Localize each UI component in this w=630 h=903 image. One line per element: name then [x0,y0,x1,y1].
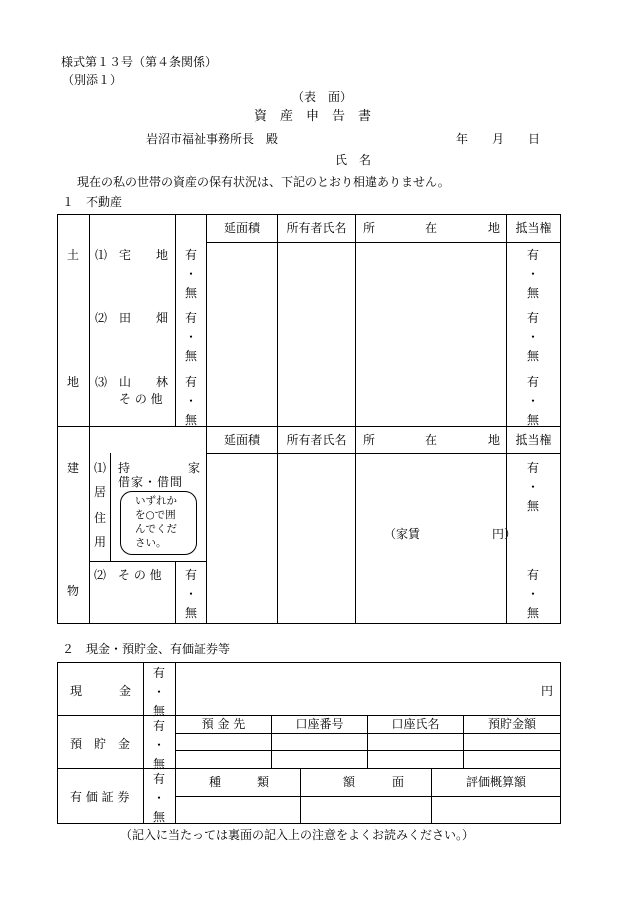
attachment-label: （別添１） [62,73,123,87]
denpata-lien-yes-no[interactable]: 有 ・ 無 [526,311,539,363]
building-label-2: 物 [67,584,80,598]
kyoju-no: ⑴ [94,461,107,475]
col-account-no: 口座番号 [295,717,344,731]
date-month: 月 [492,132,505,146]
takuchi-lien-yes-no[interactable]: 有 ・ 無 [526,248,539,300]
takuchi-b: 地 [156,248,169,262]
sanrin-sonota: そ の 他 [119,392,163,406]
securities-yes-no[interactable]: 有 ・ 無 [152,772,165,824]
other-yes-no[interactable]: 有 ・ 無 [184,568,197,620]
name-label: 氏 名 [335,153,372,167]
col-area: 延面積 [223,221,260,235]
col-sec-face-a: 額 [343,775,356,789]
cash-label-a: 現 [70,684,83,698]
col-location-2: 在 [425,221,438,235]
col-owner-building: 所有者氏名 [286,433,347,447]
denpata-no: ⑵ [95,311,108,325]
building-label-1: 建 [67,461,80,475]
other-label: そ の 他 [118,568,162,582]
sanrin-yes-no[interactable]: 有 ・ 無 [184,375,197,427]
denpata-a: 田 [119,311,132,325]
date-year: 年 [456,132,469,146]
kyoju-3: 用 [94,535,107,549]
col-sec-face-b: 面 [392,775,405,789]
land-label-2: 地 [67,375,80,389]
col-sec-value: 評価概算額 [465,775,526,789]
land-label-1: 土 [67,248,80,262]
takuchi-a: 宅 [119,248,132,262]
note-line-3: んでくだ [135,523,177,535]
col-sec-type-a: 種 [209,775,222,789]
note-line-2: を○で囲 [135,509,176,521]
col-location-building-1: 所 [363,433,376,447]
sanrin-lien-yes-no[interactable]: 有 ・ 無 [526,375,539,427]
face-label: （表 面） [292,90,353,104]
col-area-building: 延面積 [223,433,260,447]
other-no: ⑵ [94,568,107,582]
col-sec-type-b: 類 [257,775,270,789]
takuchi-no: ⑴ [95,248,108,262]
denpata-b: 畑 [156,311,169,325]
col-lien-building: 抵当権 [515,433,552,447]
denpata-yes-no[interactable]: 有 ・ 無 [184,311,197,363]
mochiie-a: 持 [118,461,131,475]
col-location-building-2: 在 [425,433,438,447]
col-owner: 所有者氏名 [286,221,347,235]
col-location-3: 地 [488,221,501,235]
statement: 現在の私の世帯の資産の保有状況は、下記のとおり相違ありません。 [77,175,450,189]
other-lien-yes-no[interactable]: 有 ・ 無 [526,568,539,620]
kyoju-2: 住 [94,511,107,525]
col-bank: 預 金 先 [201,717,246,731]
col-location-building-3: 地 [488,433,501,447]
col-deposit-amount: 預貯金額 [487,717,536,731]
addressee: 岩沼市福祉事務所長 殿 [146,132,279,146]
cash-label-b: 金 [119,684,132,698]
cash-section-title: ２ 現金・預貯金、有価証券等 [62,642,231,656]
deposit-label: 預 貯 金 [70,737,131,751]
footer-note: （記入に当たっては裏面の記入上の注意をよくお読みください。） [120,828,475,842]
col-location-1: 所 [363,221,376,235]
rent-label: （家賃 円） [384,527,517,541]
kyoju-1: 居 [94,485,107,499]
date-day: 日 [528,132,541,146]
col-lien: 抵当権 [515,221,552,235]
sanrin-b: 林 [156,375,169,389]
page-title: 資 産 申 告 書 [254,109,372,124]
note-line-1: いずれか [135,495,177,507]
cash-yes-no[interactable]: 有 ・ 無 [152,666,165,718]
cash-yen: 円 [541,684,554,698]
kyoju-lien-yes-no[interactable]: 有 ・ 無 [526,461,539,513]
sanrin-no: ⑶ [95,375,108,389]
takuchi-yes-no[interactable]: 有 ・ 無 [184,248,197,300]
note-line-4: さい。 [135,537,167,549]
shakuya: 借家・借間 [118,475,184,489]
form-number: 様式第１３号（第４条関係） [61,55,218,69]
securities-label: 有 価 証 券 [70,790,130,804]
deposit-yes-no[interactable]: 有 ・ 無 [152,719,165,771]
col-account-name: 口座氏名 [391,717,440,731]
sanrin-a: 山 [119,375,132,389]
realestate-section-title: １ 不動産 [62,195,123,209]
mochiie-b: 家 [188,461,201,475]
